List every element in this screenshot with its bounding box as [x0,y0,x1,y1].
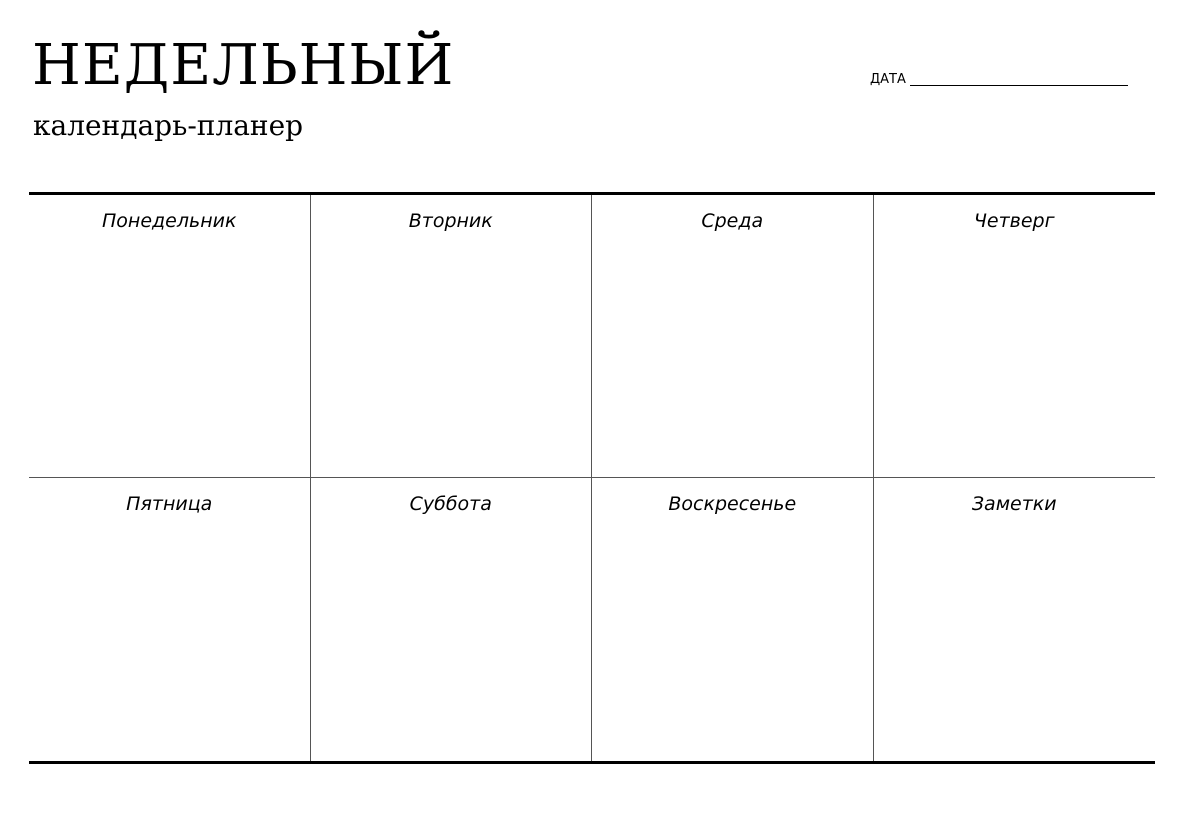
day-label-saturday: Суббота [409,493,492,515]
week-grid [29,192,1155,764]
day-label-thursday: Четверг [973,210,1055,232]
day-cell-sunday[interactable] [592,478,874,761]
day-cell-wednesday[interactable] [592,195,874,478]
page-subtitle: календарь-планер [33,109,304,142]
day-label-wednesday: Среда [701,210,764,232]
date-field[interactable] [870,70,1128,88]
day-cell-saturday[interactable] [311,478,593,761]
day-cell-tuesday[interactable] [311,195,593,478]
day-cell-monday[interactable] [29,195,311,478]
day-label-monday: Понедельник [102,210,237,232]
notes-label: Заметки [971,493,1057,515]
date-label: ДАТА [870,72,906,87]
day-label-tuesday: Вторник [408,210,493,232]
day-label-friday: Пятница [126,493,213,515]
day-cell-friday[interactable] [29,478,311,761]
date-input-line[interactable] [910,85,1128,86]
notes-cell[interactable] [874,478,1156,761]
day-cell-thursday[interactable] [874,195,1156,478]
page-title: НЕДЕЛЬНЫЙ [32,33,455,98]
day-label-sunday: Воскресенье [668,493,797,515]
